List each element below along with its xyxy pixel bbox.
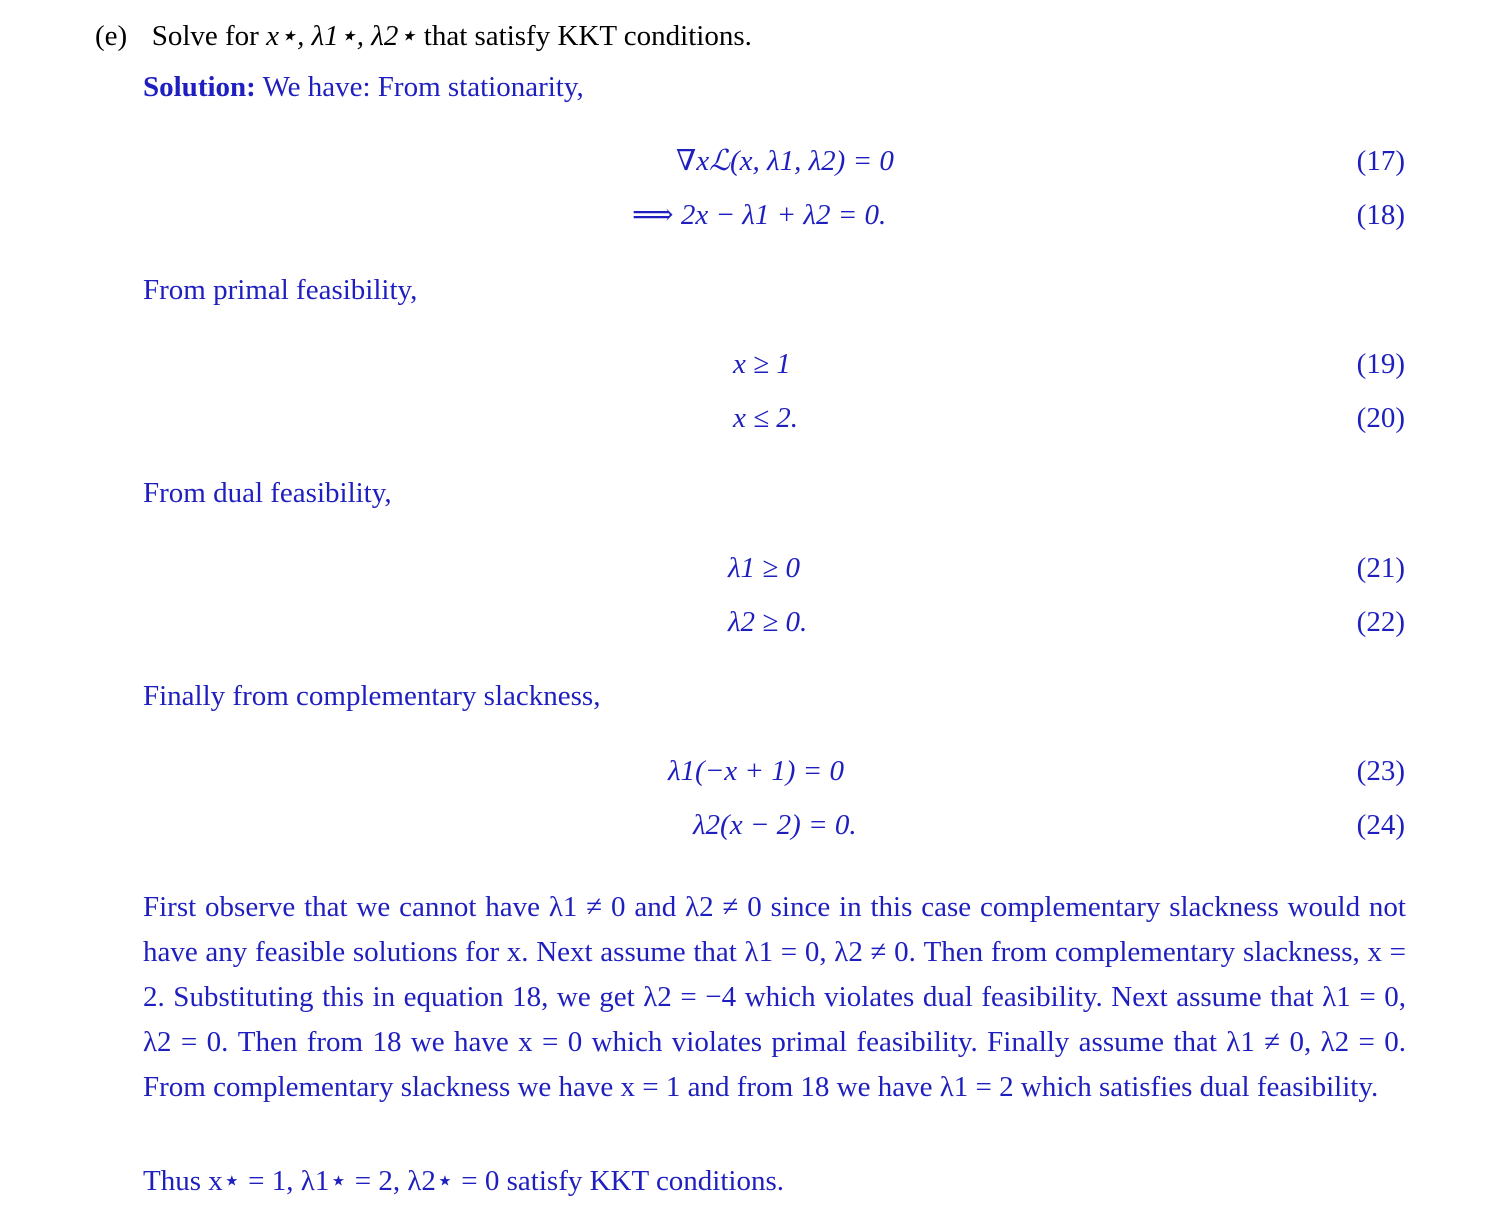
equation-22: λ2 ≥ 0.: [728, 606, 808, 638]
equation-number-21: (21): [1356, 552, 1405, 584]
equation-number-17: (17): [1356, 145, 1405, 177]
equation-number-22: (22): [1356, 606, 1405, 638]
solution-intro: We have: From stationarity,: [262, 71, 584, 103]
slack-intro: Finally from complementary slackness,: [143, 680, 601, 712]
question-text-after: that satisfy KKT conditions.: [423, 20, 752, 52]
dual-intro: From dual feasibility,: [143, 477, 392, 509]
solution-heading: Solution:: [143, 71, 256, 103]
equation-17: ∇xℒ(x, λ1, λ2) = 0: [676, 145, 894, 177]
equation-24: λ2(x − 2) = 0.: [693, 809, 857, 841]
equation-number-23: (23): [1356, 755, 1405, 787]
equation-number-18: (18): [1356, 199, 1405, 231]
equation-number-20: (20): [1356, 402, 1405, 434]
equation-21: λ1 ≥ 0: [728, 552, 800, 584]
question-line: [95, 22, 752, 51]
equation-20: x ≤ 2.: [733, 402, 799, 434]
equation-18: ⟹ 2x − λ1 + λ2 = 0.: [632, 199, 887, 231]
equation-19: x ≥ 1: [733, 348, 791, 380]
equation-number-19: (19): [1356, 348, 1405, 380]
question-vars: x⋆, λ1⋆, λ2⋆: [266, 20, 417, 52]
question-label: (e): [95, 20, 128, 52]
question-text-before: Solve for: [151, 20, 259, 52]
discussion-paragraph: First observe that we cannot have λ1 ≠ 0 and λ2 ≠ 0 since in this case complementary slackness would not have any feasible solutions for x. Next assume that λ1 = 0, λ2 ≠ 0. Then from complementary slackness, x = 2. Substituting this in equation 18, we get λ2 = −4 which violates dual feasibility. Next assume that λ1 = 0, λ2 = 0. Then from 18 we have x = 0 which violates primal feasibility. Finally assume that λ1 ≠ 0, λ2 = 0. From complementary slackness we have x = 1 and from 18 we have λ1 = 2 which satisfies dual feasibility.: [143, 891, 1406, 1103]
equation-23: λ1(−x + 1) = 0: [668, 755, 844, 787]
conclusion: Thus x⋆ = 1, λ1⋆ = 2, λ2⋆ = 0 satisfy KKT conditions.: [143, 1165, 785, 1197]
solution-intro-line: [143, 73, 584, 102]
primal-intro: From primal feasibility,: [143, 274, 418, 306]
equation-number-24: (24): [1356, 809, 1405, 841]
